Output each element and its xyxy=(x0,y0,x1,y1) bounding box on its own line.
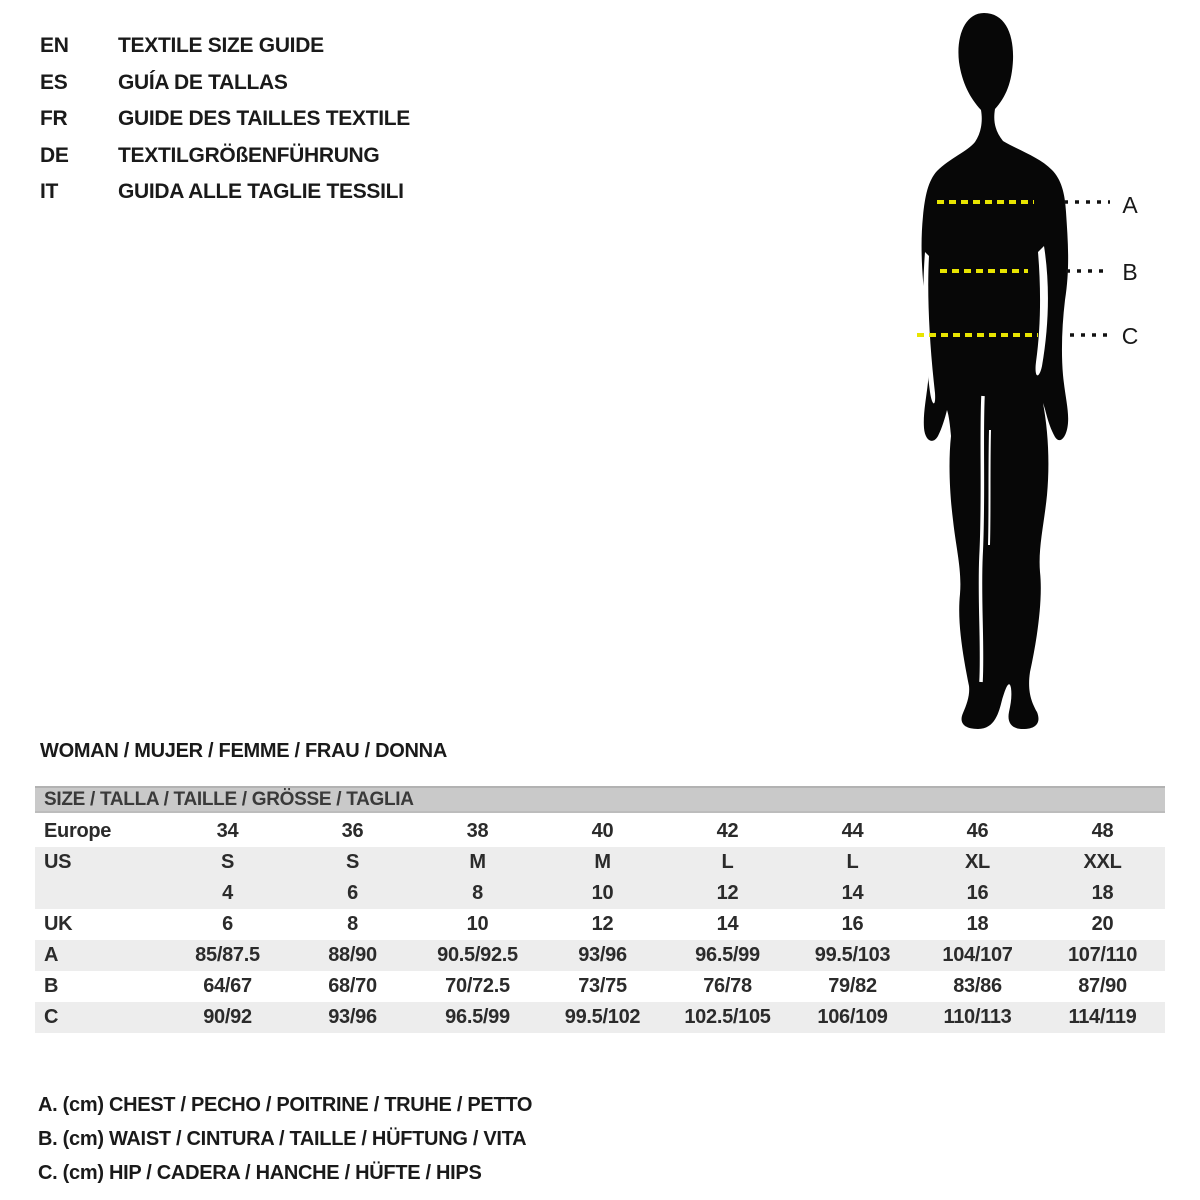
table-cell: 64/67 xyxy=(203,975,252,997)
table-cell: 114/119 xyxy=(1068,1006,1137,1028)
table-row xyxy=(35,909,1165,940)
table-cell: M xyxy=(469,851,486,873)
language-code: FR xyxy=(40,107,68,131)
language-code: DE xyxy=(40,143,69,167)
language-row xyxy=(40,65,410,102)
table-cell: S xyxy=(220,851,235,873)
table-row xyxy=(35,878,1165,909)
table-row xyxy=(35,1002,1165,1033)
section-title: WOMAN / MUJER / FEMME / FRAU / DONNA xyxy=(40,740,447,762)
legend-line: C. (cm) HIP / CADERA / HANCHE / HÜFTE / HIPS xyxy=(38,1162,482,1184)
table-cell: 42 xyxy=(716,820,739,842)
row-label: B xyxy=(44,975,59,997)
table-row xyxy=(35,971,1165,1002)
table-header: SIZE / TALLA / TAILLE / GRÖSSE / TAGLIA xyxy=(35,786,1165,813)
marker-a-label: A xyxy=(1122,192,1138,218)
table-cell: 18 xyxy=(1091,882,1114,904)
table-cell: L xyxy=(846,851,859,873)
table-cell: 93/96 xyxy=(578,944,627,966)
table-cell: 10 xyxy=(591,882,614,904)
marker-c-label: C xyxy=(1121,323,1139,349)
row-label: Europe xyxy=(44,820,112,842)
marker-b-label: B xyxy=(1122,259,1138,285)
table-cell: 90.5/92.5 xyxy=(437,944,518,966)
size-table-body xyxy=(35,816,1165,1033)
language-title: TEXTILE SIZE GUIDE xyxy=(118,34,324,58)
table-cell: 4 xyxy=(222,882,233,904)
language-title: GUIDE DES TAILLES TEXTILE xyxy=(118,107,410,131)
language-row xyxy=(40,174,410,211)
language-title: GUIDA ALLE TAGLIE TESSILI xyxy=(118,180,404,204)
table-cell: 99.5/102 xyxy=(564,1006,641,1028)
table-cell: 34 xyxy=(216,820,239,842)
table-cell: 110/113 xyxy=(943,1006,1012,1028)
language-code: EN xyxy=(40,34,69,58)
table-cell: 10 xyxy=(466,913,489,935)
language-row xyxy=(40,138,410,175)
size-guide-figure xyxy=(862,0,1162,740)
table-cell: 85/87.5 xyxy=(195,944,260,966)
size-table xyxy=(35,786,1165,1033)
legend-list xyxy=(38,1088,532,1190)
table-cell: L xyxy=(721,851,734,873)
table-cell: 16 xyxy=(966,882,989,904)
table-cell: 36 xyxy=(341,820,364,842)
table-cell: 93/96 xyxy=(328,1006,377,1028)
legend-line: A. (cm) CHEST / PECHO / POITRINE / TRUHE / PETTO xyxy=(38,1094,533,1116)
thigh-highlight xyxy=(989,430,990,545)
table-cell: 73/75 xyxy=(578,975,627,997)
table-cell: 96.5/99 xyxy=(445,1006,510,1028)
language-code: IT xyxy=(40,180,59,204)
table-cell: 70/72.5 xyxy=(445,975,510,997)
table-cell: 14 xyxy=(716,913,739,935)
table-cell: 16 xyxy=(841,913,864,935)
table-cell: 79/82 xyxy=(828,975,877,997)
table-cell: 6 xyxy=(222,913,233,935)
table-cell: 76/78 xyxy=(703,975,752,997)
table-cell: 48 xyxy=(1091,820,1114,842)
table-cell: 12 xyxy=(716,882,739,904)
table-cell: 46 xyxy=(966,820,989,842)
legend-line: B. (cm) WAIST / CINTURA / TAILLE / HÜFTUNG / VITA xyxy=(38,1128,527,1150)
table-cell: 14 xyxy=(841,882,864,904)
table-cell: 40 xyxy=(591,820,614,842)
row-label: C xyxy=(44,1006,59,1028)
table-cell: 20 xyxy=(1091,913,1114,935)
table-cell: 104/107 xyxy=(942,944,1013,966)
table-row xyxy=(35,940,1165,971)
language-code: ES xyxy=(40,70,68,94)
table-cell: 6 xyxy=(347,882,358,904)
table-row xyxy=(35,816,1165,847)
table-cell: XXL xyxy=(1083,851,1122,873)
language-list xyxy=(40,28,410,211)
table-cell: XL xyxy=(965,851,990,873)
language-title: GUÍA DE TALLAS xyxy=(118,70,288,94)
table-cell: 107/110 xyxy=(1067,944,1138,966)
table-cell: 68/70 xyxy=(328,975,377,997)
table-cell: 90/92 xyxy=(203,1006,252,1028)
table-cell: 12 xyxy=(591,913,614,935)
language-title: TEXTILGRÖßENFÜHRUNG xyxy=(118,143,380,167)
table-cell: 8 xyxy=(472,882,483,904)
table-cell: 99.5/103 xyxy=(814,944,891,966)
table-cell: S xyxy=(345,851,360,873)
table-cell: 106/109 xyxy=(817,1006,888,1028)
language-row xyxy=(40,28,410,65)
leg-gap xyxy=(980,396,983,682)
table-row xyxy=(35,847,1165,878)
table-cell: 44 xyxy=(841,820,864,842)
table-cell: 96.5/99 xyxy=(695,944,760,966)
table-cell: 102.5/105 xyxy=(684,1006,771,1028)
row-label: US xyxy=(44,851,72,873)
table-cell: 88/90 xyxy=(328,944,377,966)
row-label: A xyxy=(44,944,59,966)
row-label: UK xyxy=(44,913,73,935)
woman-silhouette-icon xyxy=(922,13,1069,729)
table-cell: 87/90 xyxy=(1078,975,1127,997)
table-cell: M xyxy=(594,851,611,873)
table-cell: 83/86 xyxy=(953,975,1002,997)
table-cell: 8 xyxy=(347,913,358,935)
language-row xyxy=(40,101,410,138)
table-cell: 38 xyxy=(466,820,489,842)
table-cell: 18 xyxy=(966,913,989,935)
